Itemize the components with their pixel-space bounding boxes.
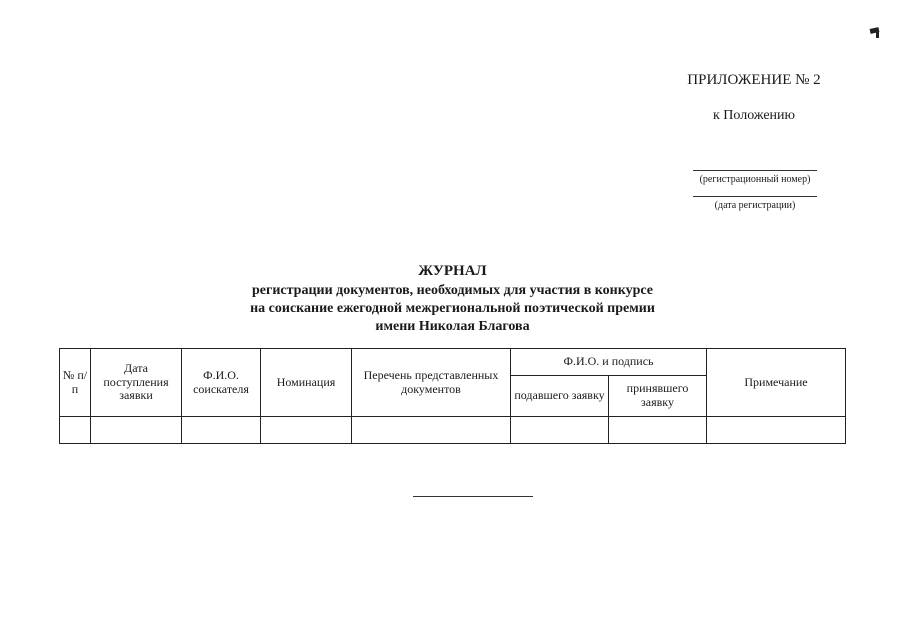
table-cell — [511, 417, 609, 444]
table-cell — [707, 417, 846, 444]
table-cell — [352, 417, 511, 444]
table-cell — [261, 417, 352, 444]
journal-title: ЖУРНАЛ — [418, 263, 487, 279]
column-header-nomination: Номинация — [261, 349, 352, 417]
table-cell — [91, 417, 182, 444]
journal-subtitle-line: имени Николая Благова — [375, 319, 530, 334]
closing-divider — [413, 496, 533, 497]
appendix-subtitle: к Положению — [712, 108, 795, 123]
column-header-submitter: подавшего заявку — [511, 376, 609, 417]
column-header-note: Примечание — [707, 349, 846, 417]
registration-date-caption: (дата регистрации) — [714, 200, 796, 211]
column-header-date: Дата поступления заявки — [91, 349, 182, 417]
registration-table — [59, 348, 846, 444]
table-row — [60, 417, 846, 444]
table-cell — [182, 417, 261, 444]
journal-subtitle-line: регистрации документов, необходимых для участия в конкурсе — [252, 283, 653, 298]
column-header-number: № п/п — [60, 349, 91, 417]
registration-number-caption: (регистрационный номер) — [699, 174, 811, 185]
appendix-title: ПРИЛОЖЕНИЕ № 2 — [687, 72, 821, 88]
column-header-applicant-name: Ф.И.О. соискателя — [182, 349, 261, 417]
column-header-documents: Перечень представленных документов — [352, 349, 511, 417]
journal-subtitle-line: на соискание ежегодной межрегиональной поэтической премии — [250, 301, 655, 316]
scan-artifact — [876, 32, 879, 38]
table-cell — [609, 417, 707, 444]
registration-date-line — [693, 196, 817, 197]
column-header-receiver: принявшего заявку — [609, 376, 707, 417]
table-cell — [60, 417, 91, 444]
registration-number-line — [693, 170, 817, 171]
column-header-signature-group: Ф.И.О. и подпись — [511, 349, 707, 376]
